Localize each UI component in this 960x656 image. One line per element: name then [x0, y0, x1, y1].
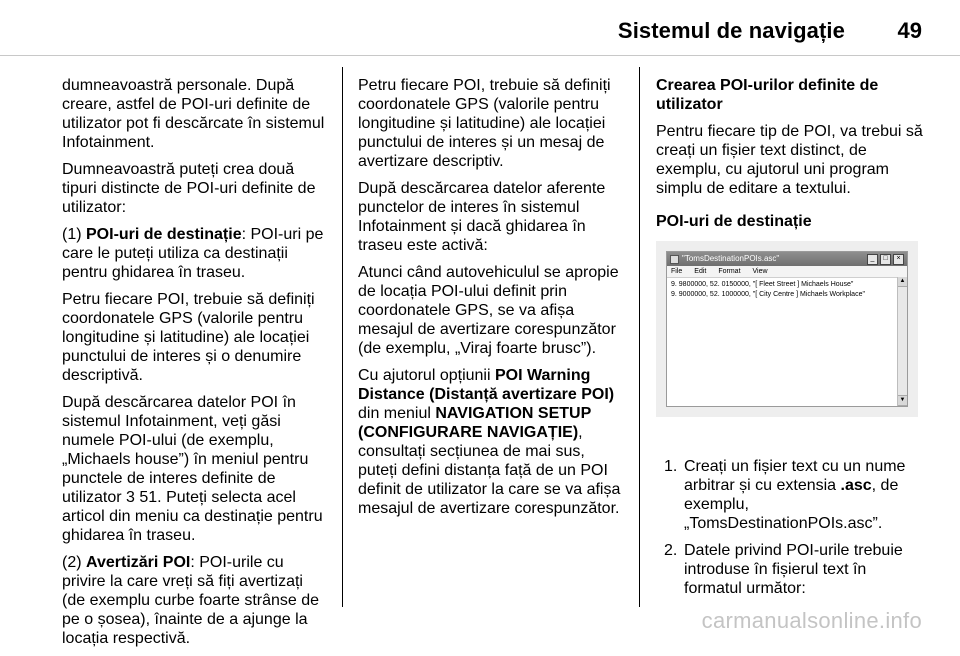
editor-window: [666, 251, 908, 407]
text-line: 9. 9800000, 52. 0150000, "[ Fleet Street ] Michaels House": [671, 281, 854, 288]
vertical-scrollbar: [897, 277, 907, 406]
maximize-icon: □: [880, 254, 891, 265]
list-marker: (2): [62, 554, 86, 571]
menu-file: File: [671, 267, 683, 275]
paragraph-text: Cu ajutorul opțiunii: [358, 367, 495, 384]
menu-view: View: [752, 267, 768, 275]
paragraph-text: După descărcarea datelor POI în sistemul Infotainment, veți găsi numele POI-ului (de exemplu, „Michaels house”) în meniul pentru punctele de interes definite de utilizator: [62, 394, 309, 506]
list-item: [656, 457, 926, 533]
step-text: Creați un fișier text cu un nume arbitrar și cu extensia: [684, 458, 906, 494]
notepad-icon: [670, 255, 679, 264]
file-extension: .asc: [840, 477, 872, 494]
scroll-down-icon: ▼: [898, 395, 907, 406]
section-heading: Crearea POI-urilor definite de utilizator: [656, 77, 879, 113]
list-marker: (1): [62, 226, 86, 243]
paragraph: Petru fiecare POI, trebuie să definiți coordonatele GPS (valorile pentru longitudine și latitudine) ale locației punctului de interes și un mesaj de avertizare descriptiv.: [358, 77, 611, 170]
step-number: 1.: [664, 458, 678, 475]
paragraph: Dumneavoastră puteți crea două tipuri distincte de POI-uri definite de utilizator:: [62, 161, 316, 216]
paragraph-text: din meniul: [358, 405, 436, 422]
paragraph-text: , consultați secțiunea de mai sus, puteți defini distanța față de un POI definit de utilizator la care se va afișa mesajul de avertizare corespunzător.: [358, 424, 621, 517]
column-2: [358, 76, 626, 526]
window-title: "TomsDestinationPOIs.asc": [682, 254, 780, 263]
term-description: : POI-urile cu privire la care vreți să fiți avertizați (de exemplu curbe foarte strânse de pe o șosea), înainte de a ajunge la locația respectivă.: [62, 554, 320, 647]
menu-navigation-setup: NAVIGATION SETUP (CONFIGURARE NAVIGAȚIE): [358, 405, 591, 441]
column-divider-1: [342, 67, 343, 607]
editor-content: [667, 278, 897, 302]
minimize-icon: _: [867, 254, 878, 265]
page-reference-link[interactable]: 3 51: [126, 489, 158, 506]
column-1: [62, 76, 330, 656]
paragraph: dumneavoastră personale. După creare, astfel de POI-uri definite de utilizator pot fi descărcate în sistemul Infotainment.: [62, 77, 325, 151]
text-editor-screenshot: [656, 241, 918, 417]
column-3: [656, 76, 926, 606]
step-number: 2.: [664, 542, 678, 559]
section-title: Sistemul de navigație: [617, 18, 845, 43]
column-divider-2: [639, 67, 640, 607]
window-menubar: [667, 266, 907, 278]
paragraph: [62, 393, 330, 545]
text-line: 9. 9000000, 52. 1000000, "[ City Centre ] Michaels Workplace": [671, 291, 865, 298]
step-text: Datele privind POI-urile trebuie introduse în fișierul text în formatul următor:: [684, 542, 903, 597]
header-divider: [0, 55, 960, 56]
paragraph: [358, 366, 626, 518]
paragraph: După descărcarea datelor aferente punctelor de interes în sistemul Infotainment și dacă ghidarea în traseu este activă:: [358, 180, 606, 254]
option-poi-warning-distance: POI Warning Distance (Distanță avertizare POI): [358, 367, 615, 403]
menu-edit: Edit: [694, 267, 707, 275]
paragraph: [62, 553, 330, 648]
list-item: [656, 541, 926, 598]
step-text: , de exemplu, „TomsDestinationPOIs.asc”.: [684, 477, 899, 532]
close-icon: ×: [893, 254, 904, 265]
subsection-heading: POI-uri de destinație: [656, 213, 812, 230]
scroll-up-icon: ▲: [898, 277, 907, 287]
steps-list: [656, 457, 926, 598]
paragraph: Petru fiecare POI, trebuie să definiți coordonatele GPS (valorile pentru longitudine și latitudine) ale locației punctului de interes și o denumire descriptivă.: [62, 291, 315, 384]
paragraph: Pentru fiecare tip de POI, va trebui să creați un fișier text distinct, de exemplu, cu ajutorul uni program simplu de editare a textului.: [656, 123, 923, 197]
paragraph: [62, 225, 330, 282]
paragraph-text: . Puteți selecta acel articol din meniu ca destinație pentru ghidarea în traseu.: [62, 489, 323, 544]
watermark: carmanualsonline.info: [701, 608, 922, 633]
window-titlebar: [667, 252, 907, 266]
term-destination-pois: POI-uri de destinație: [86, 226, 242, 243]
menu-format: Format: [718, 267, 741, 275]
page-number: 49: [897, 18, 922, 43]
paragraph: Atunci când autovehiculul se apropie de locația POI-ului definit prin coordonatele GPS, se va afișa mesajul de avertizare corespunzător (de exemplu, „Viraj foarte brusc”).: [358, 264, 619, 357]
term-poi-warnings: Avertizări POI: [86, 554, 191, 571]
term-description: : POI-uri pe care le puteți utiliza ca destinații pentru ghidarea în traseu.: [62, 226, 324, 281]
